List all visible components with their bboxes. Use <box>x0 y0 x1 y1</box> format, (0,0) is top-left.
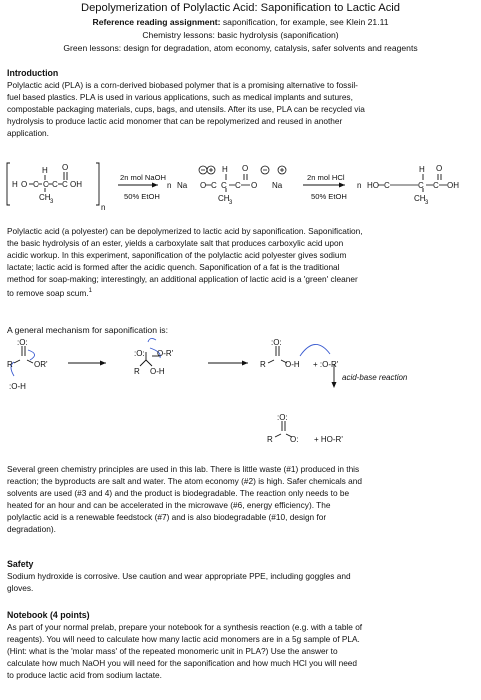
solvent-label: 50% EtOH <box>124 192 160 201</box>
paragraph-line: method for soap-making; interestingly, an additional application of lactic acid is a 'green' cleaner <box>7 273 358 284</box>
svg-text:O: O <box>436 164 443 173</box>
paragraph-line: Polylactic acid (a polyester) can be depolymerized to lactic acid by saponification. Saponification, <box>7 226 363 236</box>
svg-text:C: C <box>33 180 39 189</box>
svg-text:OH: OH <box>447 181 459 190</box>
svg-text:O: O <box>200 181 207 190</box>
svg-text:C: C <box>52 180 58 189</box>
svg-text:H: H <box>222 165 228 174</box>
svg-text:HO: HO <box>367 181 379 190</box>
green-chemistry-paragraph <box>7 464 471 535</box>
paragraph-line: gloves. <box>7 582 34 593</box>
svg-text:O: O <box>242 164 249 173</box>
intro-line: application. <box>7 127 49 138</box>
svg-text:R: R <box>134 367 140 376</box>
svg-text:O: O <box>251 181 258 190</box>
sodium-label: Na <box>177 181 188 190</box>
svg-text:R: R <box>7 360 13 369</box>
svg-text:C: C <box>211 181 217 190</box>
svg-text:O-H: O-H <box>150 367 165 376</box>
paragraph-line: acidic workup. In this experiment, saponification of the polylactic acid polyester gives sodium <box>7 249 347 260</box>
svg-text:H: H <box>42 166 48 175</box>
intro-line: fuel based plastics. PLA is used in various applications, such as medical implants and sutures, <box>7 91 353 102</box>
svg-text:CH: CH <box>218 194 230 203</box>
page-title: Depolymerization of Polylactic Acid: Saponification to Lactic Acid <box>80 2 400 14</box>
solvent-label: 50% EtOH <box>311 192 347 201</box>
svg-text:n: n <box>101 203 106 212</box>
svg-text:C: C <box>433 181 439 190</box>
svg-text:R: R <box>267 435 273 444</box>
paragraph-line: degradation). <box>7 523 56 534</box>
intro-line: hydrolysis to produce lactic acid monomer that can be repolymerized and reused in another <box>7 115 343 126</box>
svg-text:C: C <box>418 181 424 190</box>
svg-text:O-H: O-H <box>285 360 300 369</box>
svg-text:H: H <box>12 180 18 189</box>
saponification-paragraph <box>7 226 471 299</box>
intro-line: compostable packaging materials, cups, bags, and utensils. After its use, PLA can be recycled via <box>7 103 365 114</box>
paragraph-line: solvents are used (#3 and 4) and the product is biodegradable. The reaction only needs to be <box>7 487 350 498</box>
svg-text:3: 3 <box>50 199 54 205</box>
svg-text:3: 3 <box>425 200 429 206</box>
chemistry-lessons: Chemistry lessons: basic hydrolysis (saponification) <box>142 30 339 40</box>
reagent-naoh: 2n mol NaOH <box>120 173 167 182</box>
paragraph-line: Sodium hydroxide is corrosive. Use caution and wear appropriate PPE, including goggles and <box>7 571 351 581</box>
svg-text:Na: Na <box>272 181 283 190</box>
svg-text:3: 3 <box>229 200 233 206</box>
intro-paragraph <box>7 80 471 140</box>
svg-text:CH: CH <box>39 193 51 202</box>
notebook-paragraph <box>7 622 471 682</box>
svg-text:O-R': O-R' <box>157 349 174 358</box>
svg-text:O: O <box>62 163 69 172</box>
paragraph-line: (Hint: what is the 'molar mass' of the repeated monomeric unit in PLA?) Use the answer to <box>7 645 338 656</box>
svg-text:n: n <box>357 181 362 190</box>
svg-text:O:: O: <box>290 435 299 444</box>
svg-text:C: C <box>384 181 390 190</box>
green-lessons: Green lessons: design for degradation, atom economy, catalysis, safer solvents and reagents <box>63 43 418 53</box>
alcohol-product: + HO-R' <box>314 435 343 444</box>
depolymerization-scheme <box>0 158 481 216</box>
paragraph-line: Several green chemistry principles are used in this lab. There is little waste (#1) produced in this <box>7 464 360 474</box>
svg-text:C: C <box>62 180 68 189</box>
acid-base-label: acid-base reaction <box>342 373 408 382</box>
reading-label: Reference reading assignment: <box>92 17 221 27</box>
mechanism-heading: A general mechanism for saponification is: <box>7 325 168 335</box>
svg-text::O:: :O: <box>277 413 288 422</box>
n-coefficient: n <box>167 181 172 190</box>
svg-text:C: C <box>221 181 227 190</box>
svg-text:C: C <box>43 180 49 189</box>
svg-text:+ :O-R': + :O-R' <box>313 360 339 369</box>
reading-assignment <box>0 17 481 27</box>
paragraph-line: calculate how much NaOH you will need for the saponification and how much HCl you will need <box>7 657 358 668</box>
svg-text:O: O <box>21 180 28 189</box>
svg-text:R: R <box>260 360 266 369</box>
svg-text:OH: OH <box>70 180 82 189</box>
paragraph-line: heated for an hour and can be accelerated in the microwave (#6, energy efficiency). The <box>7 499 331 510</box>
paragraph-line: As part of your normal prelab, prepare your notebook for a synthesis reaction (e.g. with a table of <box>7 622 363 632</box>
intro-heading: Introduction <box>7 68 59 78</box>
paragraph-line-text: to remove soap scum. <box>7 287 89 298</box>
safety-paragraph <box>7 571 471 595</box>
svg-text::O-H: :O-H <box>9 382 26 391</box>
svg-text:H: H <box>419 165 425 174</box>
reading-text: saponification, for example, see Klein 21.11 <box>220 17 389 27</box>
paragraph-line <box>7 286 471 300</box>
svg-text::O:: :O: <box>17 338 28 347</box>
svg-text:C: C <box>235 181 241 190</box>
paragraph-line: lactate; lactic acid is formed after the acidic quench. Saponification of a fat is the traditional <box>7 261 340 272</box>
svg-text::O:: :O: <box>134 349 145 358</box>
reagent-hcl: 2n mol HCl <box>307 173 345 182</box>
paragraph-line: to produce lactic acid from sodium lactate. <box>7 669 162 680</box>
saponification-mechanism <box>0 336 481 456</box>
paragraph-line: reagents). You will need to calculate how many lactic acid monomers are in a 5g sample of PLA. <box>7 633 360 644</box>
paragraph-line: polylactic acid is a renewable feedstock (#7) and is also biodegradable (#10, design for <box>7 511 327 522</box>
footnote-marker: 1 <box>88 287 92 294</box>
notebook-heading: Notebook (4 points) <box>7 610 90 620</box>
svg-text:OR': OR' <box>34 360 48 369</box>
safety-heading: Safety <box>7 559 34 569</box>
paragraph-line: reaction; the byproducts are salt and water. The atom economy (#2) is high. Safer chemicals and <box>7 475 362 486</box>
svg-text::O:: :O: <box>271 338 282 347</box>
svg-text:CH: CH <box>414 194 426 203</box>
intro-line: Polylactic acid (PLA) is a corn-derived biobased polymer that is a promising alternative to fossil- <box>7 80 358 90</box>
paragraph-line: the basic hydrolysis of an ester, yields a carboxylate salt that produces carboxylic acid upon <box>7 237 344 248</box>
